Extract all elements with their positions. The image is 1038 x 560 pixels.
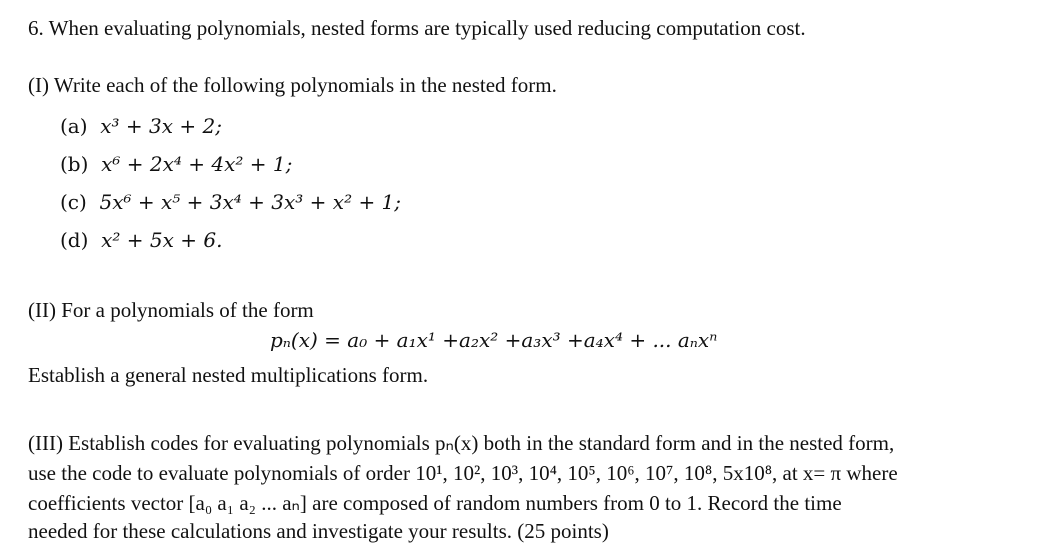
part2-outro: Establish a general nested multiplications form. [28, 363, 429, 387]
problem-heading: 6. When evaluating polynomials, nested forms are typically used reducing computation cost. [28, 16, 806, 40]
item-b-label: (b) [60, 152, 89, 176]
item-d-expr: x² + 5x + 6. [101, 228, 223, 252]
part3-line-2: use the code to evaluate polynomials of order 10¹, 10², 10³, 10⁴, 10⁵, 10⁶, 10⁷, 10⁸, 5x10⁸, at x= π where [28, 461, 898, 485]
item-d-label: (d) [60, 228, 89, 252]
item-d [60, 227, 222, 253]
part2-intro: (II) For a polynomials of the form [28, 298, 314, 322]
part1-intro: (I) Write each of the following polynomials in the nested form. [28, 73, 557, 97]
item-b-expr: x⁶ + 2x⁴ + 4x² + 1; [101, 152, 293, 176]
item-b [60, 151, 292, 177]
part2-formula: pₙ(x) = a₀ + a₁x¹ +a₂x² +a₃x³ +a₄x⁴ + ... aₙxⁿ [270, 328, 718, 352]
item-c-label: (c) [60, 190, 87, 214]
item-a-label: (a) [60, 114, 88, 138]
item-c [60, 189, 401, 215]
part3-line-1: (III) Establish codes for evaluating polynomials pₙ(x) both in the standard form and in the nested form, [28, 431, 895, 455]
part3-line-3: coefficients vector [a₀ a₁ a₂ ... aₙ] are composed of random numbers from 0 to 1. Record the time [28, 491, 842, 515]
item-a [60, 113, 222, 139]
item-a-expr: x³ + 3x + 2; [100, 114, 222, 138]
part3-line-4: needed for these calculations and investigate your results. (25 points) [28, 519, 609, 543]
item-c-expr: 5x⁶ + x⁵ + 3x⁴ + 3x³ + x² + 1; [99, 190, 402, 214]
